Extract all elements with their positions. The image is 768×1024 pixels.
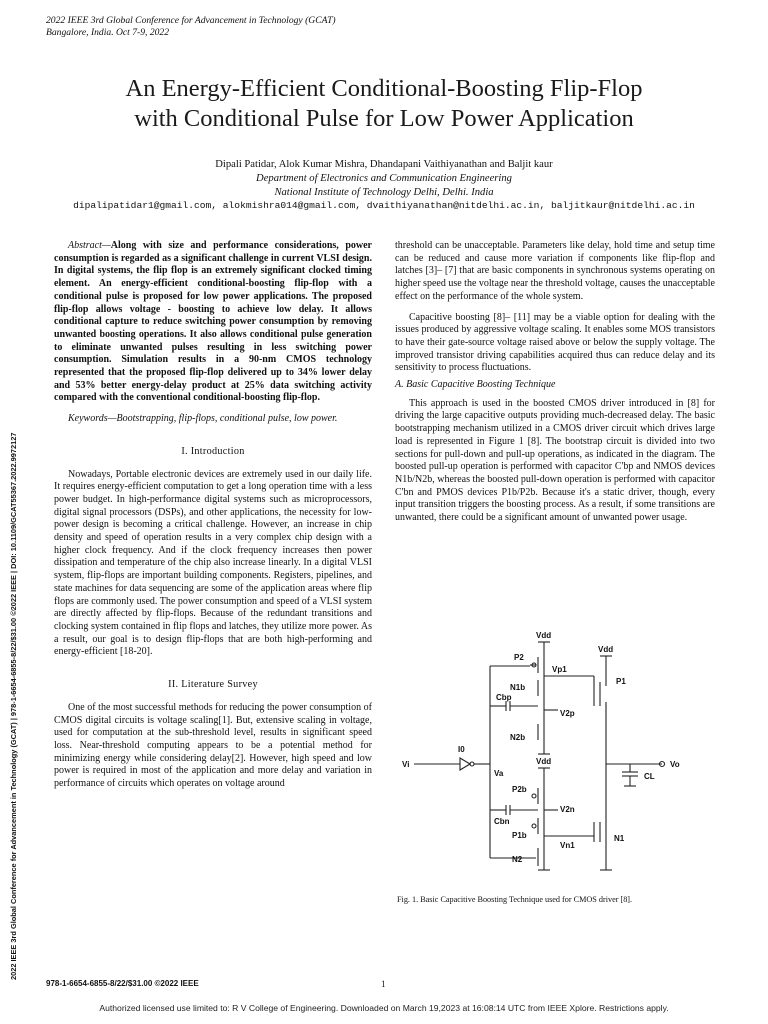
title-line-2: with Conditional Pulse for Low Power Application xyxy=(134,105,634,132)
author-names: Dipali Patidar, Alok Kumar Mishra, Dhandapani Vaithiyanathan and Baljit kaur xyxy=(215,159,553,170)
figure-caption: Fig. 1. Basic Capacitive Boosting Technique used for CMOS driver [8]. xyxy=(397,895,633,904)
label-cbp: Cbp xyxy=(496,693,512,702)
label-p1: P1 xyxy=(616,677,626,686)
label-n1b: N1b xyxy=(510,683,526,692)
label-vo: Vo xyxy=(670,760,680,769)
keywords: Keywords—Bootstrapping, flip-flops, conditional pulse, low power. xyxy=(68,413,338,425)
section-heading-literature-survey: II. Literature Survey xyxy=(168,679,258,691)
label-vi: Vi xyxy=(402,760,410,769)
label-va: Va xyxy=(494,769,504,778)
label-n2: N2 xyxy=(512,855,523,864)
side-citation: 2022 IEEE 3rd Global Conference for Advancement in Technology (GCAT) | 978-1-6654-6855-8/22/$31.00 ©2022 IEEE | DOI: 10.1109/GCAT55367.2022.9972127 xyxy=(9,432,18,980)
label-n1: N1 xyxy=(614,834,625,843)
page-number: 1 xyxy=(381,979,386,989)
label-p2b: P2b xyxy=(512,785,527,794)
author-block xyxy=(40,158,728,213)
author-institute: National Institute of Technology Delhi, Delhi. India xyxy=(274,186,494,198)
label-cl: CL xyxy=(644,772,655,781)
keywords-text: Bootstrapping, flip-flops, conditional pulse, low power. xyxy=(116,413,338,425)
abstract: Abstract—Along with size and performance considerations, power consumption is regarded as a significant challenge in current VLSI design. In digital systems, the flip flop is an extremely significant clocked timing element. An energy-efficient conditional-boosting flip-flop with a conditional pulse is proposed for low power applications. The proposed flip-flop allows voltage - boosting to achieve low delay. It allows conditional capture to reduce switching power consumption by removing unwanted boosting operations. It also allows conditional pulse generation to eliminate unwanted pulses resulting in less switching power consumption. Simulation results in a 90-nm CMOS technology represented that the proposed flip-flop delivered up to 34% lower delay and 53% better energy-delay product at 25% data switching activity compared with the conventional conditional-boosting flip-flop. xyxy=(54,240,372,404)
right-paragraph-2: Capacitive boosting [8]– [11] may be a viable option for dealing with the issues produced by aggressive voltage scaling. It enables some MOS transistors to have their gate-source voltage raised above or below the supply voltage. The improved transistor driving capabilities acquired thus can reduce delay and its sensitivity to process fluctuations. xyxy=(395,311,715,374)
label-vdd-2: Vdd xyxy=(598,645,614,654)
conference-location: Bangalore, India. Oct 7-9, 2022 xyxy=(46,27,170,38)
label-v2n: V2n xyxy=(560,805,575,814)
label-i0: I0 xyxy=(458,745,465,754)
paper-title xyxy=(40,74,728,134)
label-vdd-1: Vdd xyxy=(536,631,552,640)
label-p1b: P1b xyxy=(512,831,527,840)
keywords-heading: Keywords xyxy=(68,413,108,425)
figure-circuit xyxy=(398,626,718,888)
title-line-1: An Energy-Efficient Conditional-Boosting Flip-Flop xyxy=(125,75,643,102)
subsection-heading: A. Basic Capacitive Boosting Technique xyxy=(395,379,556,391)
author-department: Department of Electronics and Communication Engineering xyxy=(256,172,512,184)
label-vn1: Vn1 xyxy=(560,841,575,850)
author-emails: dipalipatidar1@gmail.com, alokmishra014@gmail.com, dvaithiyanathan@nitdelhi.ac.in, baljitkaur@nitdelhi.ac.in xyxy=(73,200,695,212)
right-paragraph-3: This approach is used in the boosted CMOS driver introduced in [8] for driving the large capacitive outputs providing much-decreased delay. The basic bootstrapping mechanism utilized in a CMOS driver circuit which drives large load is represented in Figure 1 [8]. The bootstrap circuit is divided into two sections for pull-down and pull-up operations, as indicated in the diagram. The boosted pull-up operation is performed with capacitor C'bp and NMOS devices N1b/N2b, whereas the boosted pull-down operation is performed with capacitor C'bn and PMOS devices P1b/P2b. Because it's a static driver, though, every input transition triggers the boosting process. As a result, if some transitions are unwanted, there could be a significant amount of unwanted power usage. xyxy=(395,397,715,524)
conference-header xyxy=(46,15,336,39)
intro-paragraph: Nowadays, Portable electronic devices are extremely used in our daily life. It requires energy-efficient computation to get a long operation time with a less power budget. In high-performance digital systems such as microprocessors, digital signal processors (DSPs), and other applications, the necessity for low-power design is becoming a critical challenge. However, an increase in chip density and speed of operation results in a very complex chip design with a higher clock frequency. And if the clock frequency increases then power dissipation and temperature of the chip also increase linearly. In a digital VLSI system, flip-flops are important building components. Registers, pipelines, and state machines for data sequencing are some of the application areas where flip flops are commonly used. The power consumption and speed of a VLSI system are directly affected by flip-flops. Because of the redundant transitions and clocking system contained in flip flops and latches, they utilize more power. As a result, our goal is to design flip-flops that are both high-performing and energy-efficient [18-20]. xyxy=(54,468,372,658)
label-vp1: Vp1 xyxy=(552,665,567,674)
section-heading-introduction: I. Introduction xyxy=(181,445,245,457)
right-column xyxy=(395,240,715,525)
abstract-text: Along with size and performance considerations, power consumption is regarded as a significant challenge in current VLSI design. In digital systems, the flip flop is an extremely significant clocked timing element. An energy-efficient conditional-boosting flip-flop with a conditional pulse is proposed for low power applications. The proposed flip-flop allows voltage - boosting to achieve low delay. It allows conditional capture to reduce switching power consumption by removing unwanted boosting operations. It also allows conditional pulse generation to eliminate unwanted pulses resulting in less switching power consumption. Simulation results in a 90-nm CMOS technology represented that the proposed flip-flop delivered up to 34% lower delay and 53% better energy-delay product at 25% data switching activity compared with the conventional conditional-boosting flip-flop. xyxy=(54,240,372,404)
label-p2: P2 xyxy=(514,653,524,662)
label-vdd-3: Vdd xyxy=(536,757,552,766)
abstract-heading: Abstract xyxy=(68,240,102,251)
circuit-diagram xyxy=(398,626,718,888)
label-n2b: N2b xyxy=(510,733,526,742)
conference-name: 2022 IEEE 3rd Global Conference for Advancement in Technology (GCAT) xyxy=(46,15,336,26)
label-cbn: Cbn xyxy=(494,817,510,826)
literature-paragraph: One of the most successful methods for reducing the power consumption of CMOS digital circuits is voltage scaling[1]. But, extensive scaling in voltage, used for computation at the sub-threshold level, results in significant speed loss. Near-threshold computing appears to be a potential method for minimizing energy while considering delay[2]. However, high speed and low power is required in most of the application and more delay and variation in performance of circuits which operates on voltage around xyxy=(54,701,372,790)
label-v2p: V2p xyxy=(560,709,575,718)
left-column xyxy=(54,240,372,791)
footer-isbn: 978-1-6654-6855-8/22/$31.00 ©2022 IEEE xyxy=(46,979,199,988)
right-paragraph-1: threshold can be unacceptable. Parameters like delay, hold time and setup time can be reduced and cause more variation if components like flip-flop and latches [3]– [7] that are basic components in synchronous systems operating on higher speed use the voltage near the threshold voltage, causes the unacceptable effect on the performance of the whole system. xyxy=(395,240,715,302)
authorized-use-notice: Authorized licensed use limited to: R V College of Engineering. Downloaded on March 19,2023 at 16:08:14 UTC from IEEE Xplore. Restrictions apply. xyxy=(99,1003,669,1013)
